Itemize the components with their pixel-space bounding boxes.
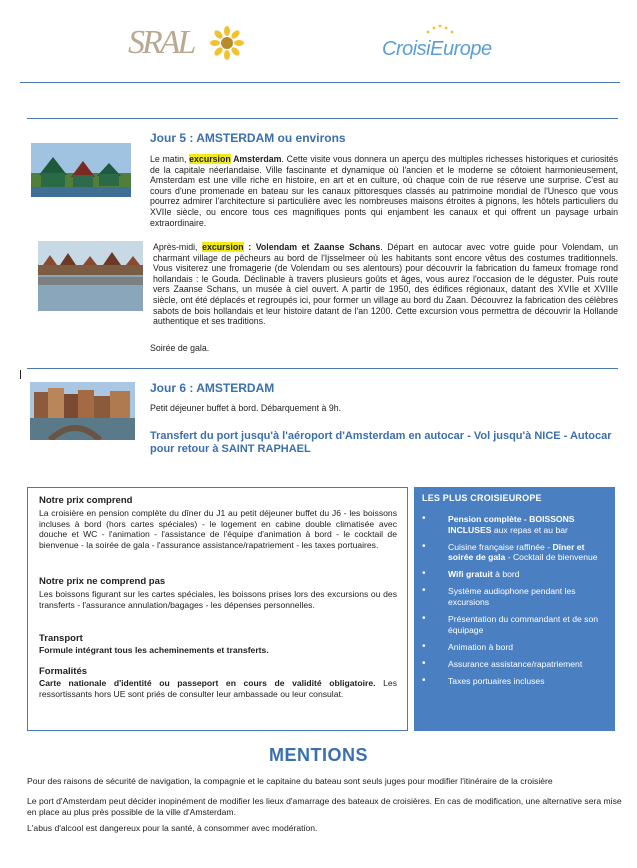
- day6-breakfast: Petit déjeuner buffet à bord. Débarquement à 9h.: [150, 403, 342, 413]
- day5-morning-text: . Cette visite vous donnera un aperçu des multiples richesses historiques et curiosités de la capitale néerlandaise. Ville fascinante et dynamique où l'ancien et le moderne se côtoient harmonieusement, Amsterdam est une ville riche en histoire, en art et en culture, où chaque coin de rue réserve une surprise. C'est au cours d'une promenade en bateau sur les canaux pittoresques classés au patrimoine mondial de l'Unesco que vous pourrez admirer l'architecture si particulière avec les nombreuses maisons étroites à pignons, les hôtels particuliers du XVIIe siècle, ou encore tous ces magnifiques ponts qui enjambent les canaux et qui offrent un paysage urbain extraordinaire.: [150, 154, 618, 228]
- croisieurope-logo: [380, 22, 490, 72]
- day5-afternoon-bold: : Volendam et Zaanse Schans: [243, 242, 381, 252]
- mentions-title: MENTIONS: [268, 745, 368, 765]
- formalities-text: [39, 678, 397, 699]
- list-item: [414, 586, 604, 607]
- plus-item-text: Présentation du commandant et de son équipage: [448, 614, 599, 635]
- day5-morning-lead: Le matin,: [150, 154, 190, 164]
- gala-evening: Soirée de gala.: [150, 343, 210, 353]
- price-excludes-heading: Notre prix ne comprend pas: [39, 576, 166, 587]
- header-divider: [20, 82, 620, 83]
- text-cursor: [20, 370, 21, 379]
- amsterdam-canal-photo: [30, 382, 135, 440]
- excursion-highlight: excursion: [189, 154, 231, 164]
- day5-morning-bold: Amsterdam: [230, 154, 282, 164]
- plus-box-title: LES PLUS CROISIEUROPE: [422, 493, 542, 503]
- zaanse-schans-photo: [31, 143, 131, 197]
- croisieurope-logo-text: CroisiEurope: [382, 38, 492, 60]
- list-item: [414, 542, 604, 563]
- mention-port: Le port d'Amsterdam peut décider inopinément de modifier les lieux d'amarrage des bateaux de croisières. En cas de modification, une alternative sera mise en place au plus près possible de la ville d'Amsterdam.: [27, 796, 622, 817]
- plus-item-bold: Dîner et soirée de gala: [448, 541, 585, 563]
- sral-logo: [128, 24, 248, 64]
- plus-item-bold: Pension complète - BOISSONS INCLUSES: [448, 514, 575, 535]
- plus-item-text: Animation à bord: [448, 641, 513, 652]
- day6-divider: [27, 368, 618, 369]
- plus-list: [414, 514, 604, 693]
- sral-logo-text: SRAL: [128, 24, 194, 61]
- plus-item-text: Cuisine française raffinée -: [448, 541, 553, 552]
- plus-item-text: - Cocktail de bienvenue: [505, 552, 598, 563]
- day5-divider: [27, 118, 618, 119]
- price-includes-text: La croisière en pension complète du dîner du J1 au petit déjeuner buffet du J6 - les boissons incluses à bord (hors cartes spéciales) - le logement en cabine double climatisée avec douche et WC - l'animation - l'assistance de l'équipe d'animation à bord - le cocktail de bienvenue - la soirée de gala - l'assurance assistance/rapatriement - les taxes portuaires.: [39, 508, 397, 550]
- plus-item-text: Taxes portuaires incluses: [448, 676, 545, 687]
- plus-item-text: aux repas et au bar: [491, 524, 568, 535]
- sunflower-icon: [210, 26, 244, 60]
- day5-afternoon-paragraph: [153, 242, 618, 327]
- day5-title: Jour 5 : AMSTERDAM ou environs: [150, 131, 346, 145]
- day5-afternoon-text: . Départ en autocar avec votre guide pour Volendam, un charmant village de pêcheurs au bord de l'Ijsselmeer où les habitants sont encore vêtus des costumes traditionnels. Vous visiterez une fromagerie (de Volendam ou ses alentours) pour découvrir la fabrication du fameux fromage rond hollandais : le Gouda. Déclinable à travers plusieurs goûts et âges, vous aurez l'occasion de le déguster. Puis route vers Zaanse Schans, un musée à ciel ouvert. A partir de 1950, des édifices régionaux, datant des XVIIe et XVIIIe siècle, ont été déplacés et regroupés ici, pour former un village au bord du Zaan. Découvrez la fabrication des célèbres sabots de bois hollandais et leur histoire datant de l'an 1200. Cette excursion vous permettra de découvrir la Hollande authentique et ses traditions.: [153, 242, 618, 327]
- list-item: [414, 514, 604, 535]
- stars-icon: [420, 22, 460, 36]
- mention-alcohol: L'abus d'alcool est dangereux pour la santé, à consommer avec modération.: [27, 823, 318, 833]
- day5-morning-paragraph: [150, 154, 618, 228]
- mention-navigation: Pour des raisons de sécurité de navigation, la compagnie et le capitaine du bateau sont seuls juges pour modifier l'itinéraire de la croisière: [27, 776, 553, 786]
- list-item: [414, 642, 604, 653]
- volendam-photo: [38, 241, 143, 311]
- formalities-rest: Les ressortissants hors UE sont priés de consulter leur ambassade ou leur consulat.: [39, 678, 397, 699]
- plus-item-text: Assurance assistance/rapatriement: [448, 658, 583, 669]
- list-item: [414, 659, 604, 670]
- excursion-highlight: excursion: [202, 242, 244, 252]
- transfer-notice: Transfert du port jusqu'à l'aéroport d'Amsterdam en autocar - Vol jusqu'à NICE - Autocar pour retour à SAINT RAPHAEL: [150, 430, 612, 455]
- price-excludes-text: Les boissons figurant sur les cartes spéciales, les boissons prises lors des excursions ou des transferts - l'assurance annulation/bagages - les dépenses personnelles.: [39, 589, 397, 610]
- plus-item-bold: Wifi gratuit: [448, 569, 493, 580]
- list-item: [414, 676, 604, 687]
- formalities-heading: Formalités: [39, 666, 88, 677]
- formalities-bold: Carte nationale d'identité ou passeport en cours de validité obligatoire.: [39, 678, 376, 688]
- list-item: [414, 614, 604, 635]
- croisieurope-plus-box: [414, 487, 615, 731]
- price-includes-heading: Notre prix comprend: [39, 495, 133, 506]
- transport-heading: Transport: [39, 633, 83, 644]
- price-conditions-box: [27, 487, 408, 731]
- transport-text: Formule intégrant tous les acheminements et transferts.: [39, 645, 269, 655]
- plus-item-text: Système audiophone pendant les excursions: [448, 586, 576, 608]
- day5-afternoon-lead: Après-midi,: [153, 242, 203, 252]
- plus-item-text: à bord: [492, 569, 520, 580]
- day6-title: Jour 6 : AMSTERDAM: [150, 381, 275, 395]
- list-item: [414, 569, 604, 580]
